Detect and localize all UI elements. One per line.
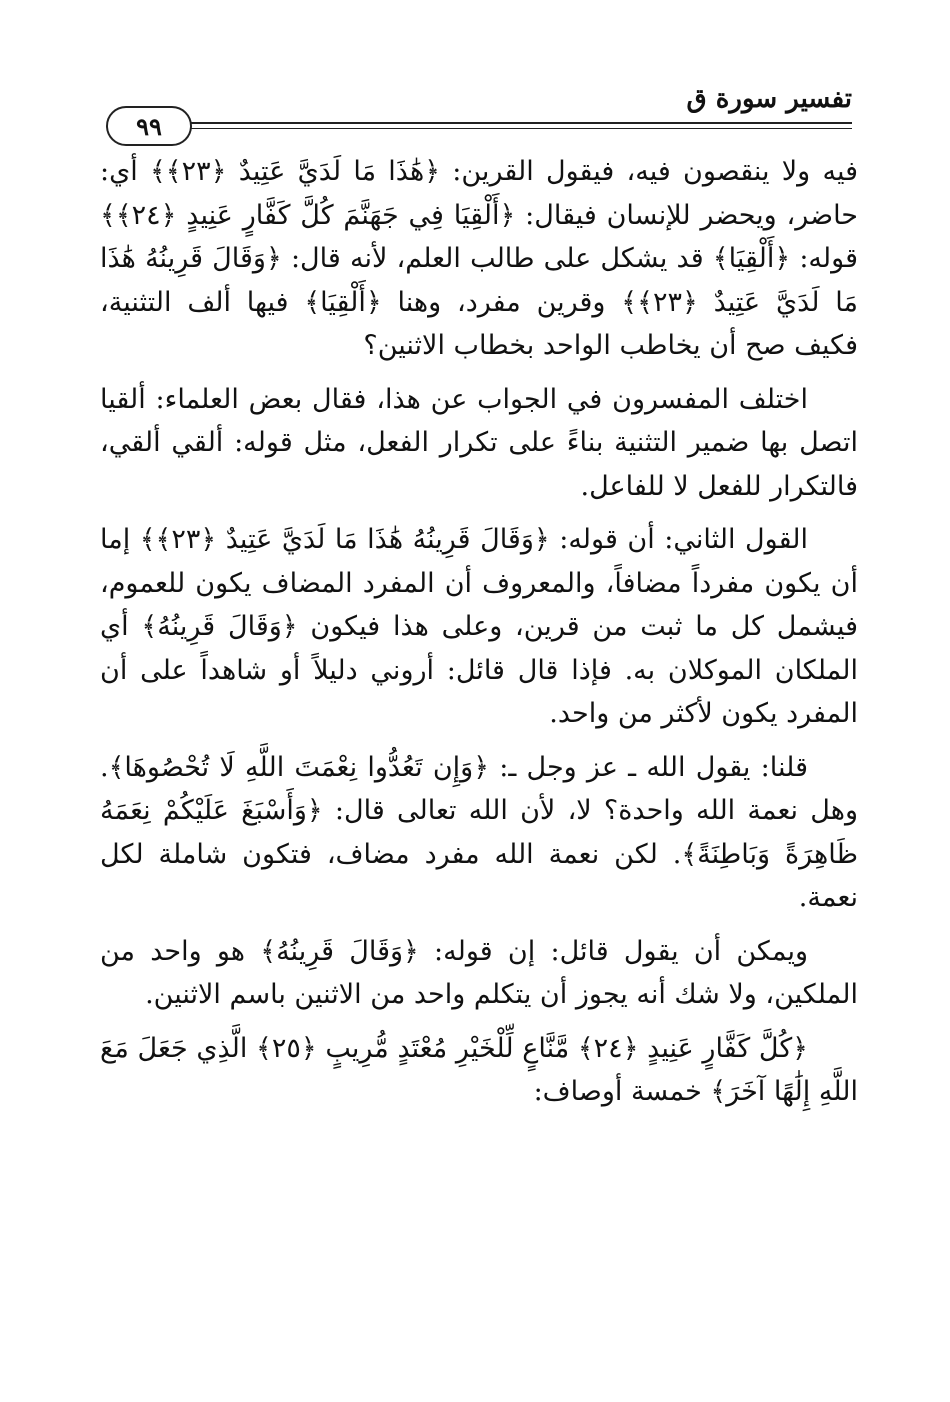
paragraph: القول الثاني: أن قوله: ﴿وَقَالَ قَرِينُهُ هَٰذَا مَا لَدَيَّ عَتِيدٌ ﴿٢٣﴾﴾ إما أن يكون مفرداً مضافاً، والمعروف أن المفرد المضاف يكون للعموم، فيشمل كل ما ثبت من قرين، وعلى هذا فيكون ﴿وَقَالَ قَرِينُهُ﴾ أي الملكان الموكلان به. فإذا قال قائل: أروني دليلاً أو شاهداً على أن المفرد يكون لأكثر من واحد. (100, 524, 859, 729)
header-rule (170, 122, 852, 124)
paragraph: ويمكن أن يقول قائل: إن قوله: ﴿وَقَالَ قَرِينُهُ﴾ هو واحد من الملكين، ولا شك أنه يجوز أن يتكلم واحد من الاثنين باسم الاثنين. (100, 935, 858, 1010)
page-number: ٩٩ (106, 106, 192, 146)
header-rule-thin (170, 128, 852, 129)
paragraph: قلنا: يقول الله ـ عز وجل ـ: ﴿وَإِن تَعُدُّوا نِعْمَتَ اللَّهِ لَا تُحْصُوهَا﴾. وهل نعمة الله واحدة؟ لا، لأن الله تعالى قال: ﴿وَأَسْبَغَ عَلَيْكُمْ نِعَمَهُ ظَاهِرَةً وَبَاطِنَةً﴾. لكن نعمة الله مفرد مضاف، فتكون شاملة لكل نعمة. (100, 751, 858, 913)
paragraph: فيه ولا ينقصون فيه، فيقول القرين: ﴿هَٰذَا مَا لَدَيَّ عَتِيدٌ ﴿٢٣﴾﴾ أي: حاضر، ويحضر للإنسان فيقال: ﴿أَلْقِيَا فِي جَهَنَّمَ كُلَّ كَفَّارٍ عَنِيدٍ ﴿٢٤﴾﴾ قوله: ﴿أَلْقِيَا﴾ قد يشكل على طالب العلم، لأنه قال: ﴿وَقَالَ قَرِينُهُ هَٰذَا مَا لَدَيَّ عَتِيدٌ ﴿٢٣﴾﴾ وقرين مفرد، وهنا ﴿أَلْقِيَا﴾ فيها ألف التثنية، فكيف صح أن يخاطب الواحد بخطاب الاثنين؟ (100, 156, 858, 361)
page-title: تفسير سورة ق (686, 84, 852, 114)
page-header (100, 78, 852, 141)
page-body (100, 150, 858, 1124)
paragraph: ﴿كُلَّ كَفَّارٍ عَنِيدٍ ﴿٢٤﴾ مَّنَّاعٍ لِّلْخَيْرِ مُعْتَدٍ مُّرِيبٍ ﴿٢٥﴾ الَّذِي جَعَلَ مَعَ اللَّهِ إِلَٰهًا آخَرَ﴾ خمسة أوصاف: (100, 1032, 858, 1107)
paragraph: اختلف المفسرون في الجواب عن هذا، فقال بعض العلماء: ألقيا اتصل بها ضمير التثنية بناءً على تكرار الفعل، مثل قوله: ألقي ألقي، فالتكرار للفعل لا للفاعل. (100, 383, 858, 502)
